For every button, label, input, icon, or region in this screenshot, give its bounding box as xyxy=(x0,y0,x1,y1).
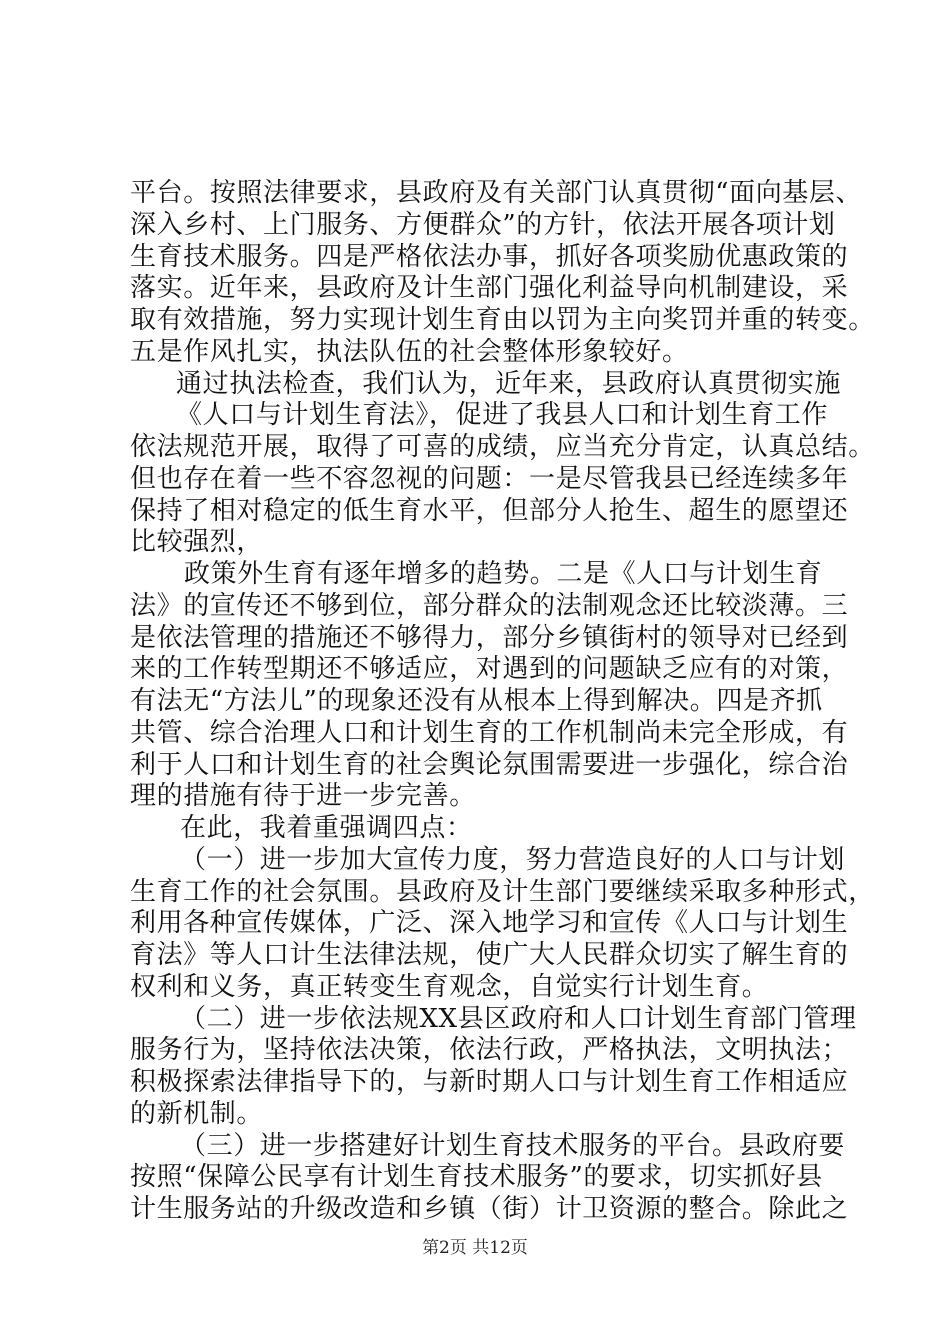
text-line: 落实。近年来，县政府及计生部门强化利益导向机制建设，采 xyxy=(130,273,849,304)
text-line: 计生服务站的升级改造和乡镇（街）计卫资源的整合。除此之 xyxy=(130,1194,849,1224)
text-line: 生育工作的社会氛围。县政府及计生部门要继续采取多种形式， xyxy=(130,876,875,907)
text-line: 比较强烈， xyxy=(130,527,264,558)
paragraph-line: 政策外生育有逐年增多的趋势。二是《人口与计划生育 xyxy=(184,559,823,589)
text-line: 生育技术服务。四是严格依法办事，抓好各项奖励优惠政策的 xyxy=(130,241,849,272)
paragraph-line: 通过执法检查，我们认为，近年来，县政府认真贯彻实施 xyxy=(176,368,842,399)
text-line: 深入乡村、上门服务、方便群众”的方针，依法开展各项计划 xyxy=(130,209,836,240)
text-line: 的新机制。 xyxy=(130,1098,264,1129)
text-line: 保持了相对稳定的低生育水平，但部分人抢生、超生的愿望还 xyxy=(130,495,849,526)
text-line: 取有效措施，努力实现计划生育由以罚为主向奖罚并重的转变。 xyxy=(130,305,875,335)
text-line: 利用各种宣传媒体，广泛、深入地学习和宣传《人口与计划生 xyxy=(130,908,849,939)
text-line: 五是作风扎实，执法队伍的社会整体形象较好。 xyxy=(130,336,689,367)
paragraph-line: （一）进一步加大宣传力度，努力营造良好的人口与计划 xyxy=(180,844,846,875)
paragraph-line: 在此，我着重强调四点： xyxy=(180,813,473,843)
text-line: 积极探索法律指导下的，与新时期人口与计划生育工作相适应 xyxy=(130,1067,849,1097)
text-line: 育法》等人口计生法律法规，使广大人民群众切实了解生育的 xyxy=(130,940,849,970)
text-line: 来的工作转型期还不够适应，对遇到的问题缺乏应有的对策， xyxy=(130,654,849,685)
text-line: 平台。按照法律要求，县政府及有关部门认真贯彻“面向基层、 xyxy=(130,178,863,208)
paragraph-line: （三）进一步搭建好计划生育技术服务的平台。县政府要 xyxy=(180,1130,846,1161)
paragraph-line: （二）进一步依法规XX县区政府和人口计划生育部门管理 xyxy=(180,1003,857,1034)
page-number-footer: 第2页 共12页 xyxy=(422,1238,528,1258)
text-line: 有法无“方法儿”的现象还没有从根本上得到解决。四是齐抓 xyxy=(130,686,823,716)
text-line: 法》的宣传还不够到位，部分群众的法制观念还比较淡薄。三 xyxy=(130,590,849,621)
text-line: 按照“保障公民享有计划生育技术服务”的要求，切实抓好县 xyxy=(130,1162,823,1193)
text-line: 理的措施有待于进一步完善。 xyxy=(130,781,476,812)
text-line: 权利和义务，真正转变生育观念，自觉实行计划生育。 xyxy=(130,971,769,1002)
text-line: 是依法管理的措施还不够得力，部分乡镇街村的领导对已经到 xyxy=(130,622,849,653)
text-line: 《人口与计划生育法》，促进了我县人口和计划生育工作 xyxy=(176,400,829,431)
text-line: 利于人口和计划生育的社会舆论氛围需要进一步强化，综合治 xyxy=(130,749,849,780)
text-line: 依法规范开展，取得了可喜的成绩，应当充分肯定，认真总结。 xyxy=(130,432,875,462)
text-line: 服务行为，坚持依法决策，依法行政，严格执法，文明执法； xyxy=(130,1035,849,1066)
text-line: 但也存在着一些不容忽视的问题：一是尽管我县已经连续多年 xyxy=(130,463,849,494)
text-line: 共管、综合治理人口和计划生育的工作机制尚未完全形成，有 xyxy=(130,717,849,748)
